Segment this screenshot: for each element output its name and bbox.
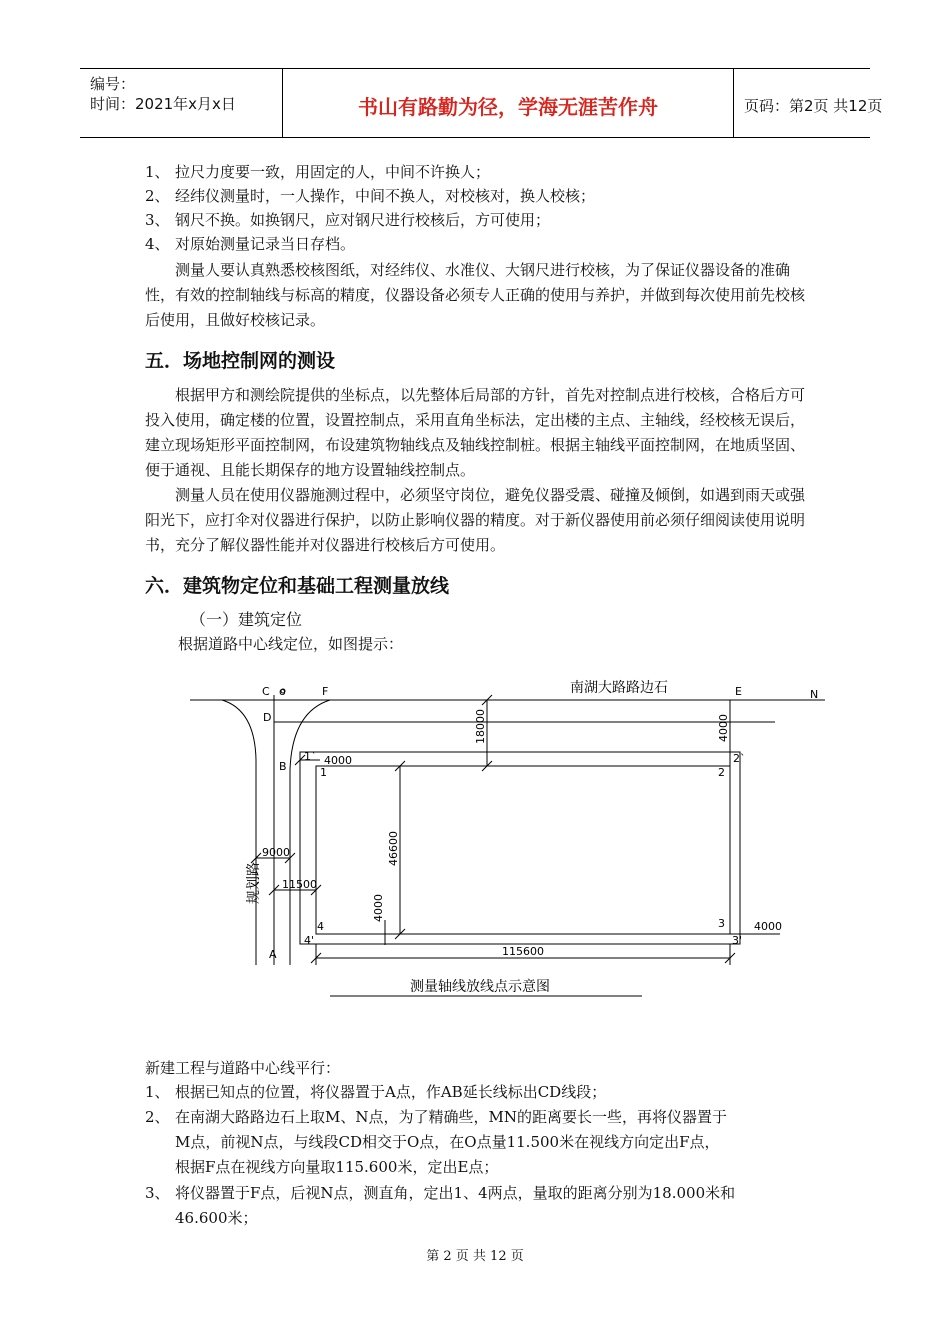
dim-4000-top: 4000 — [324, 754, 352, 767]
point-label-3p: 3' — [732, 934, 743, 947]
page-footer: 第 2 页 共 12 页 — [426, 1249, 524, 1264]
point-label-2: 2 — [718, 766, 725, 779]
dim-9000: 9000 — [262, 846, 290, 859]
point-label-o: o — [279, 685, 286, 698]
point-label-2p: 2` — [733, 752, 746, 765]
dim-18000: 18000 — [474, 709, 487, 744]
list-text: 拉尺力度要一致，用固定的人，中间不许换人； — [175, 163, 491, 181]
section-heading: 六．建筑物定位和基础工程测量放线 — [145, 575, 450, 597]
point-label-c: C — [262, 685, 270, 698]
document-date-label: 时间：2021年x月x日 — [90, 95, 236, 113]
point-label-e: E — [735, 685, 742, 698]
list-text: 经纬仪测量时，一人操作，中间不换人，对校核对，换人校核； — [175, 187, 596, 205]
point-label-n: N — [810, 688, 819, 701]
header-page-info: 页码：第2页 共12页 — [744, 97, 883, 115]
point-label-4: 4 — [317, 920, 324, 933]
list-text: 根据已知点的位置，将仪器置于A点，作AB延长线标出CD线段； — [175, 1083, 607, 1101]
list-item — [145, 1080, 606, 1104]
paragraph: 测量人要认真熟悉校核图纸，对经纬仪、水准仪、大钢尺进行校核，为了保证仪器设备的准确性，有效的控制轴线与标高的精度，仪器设备必须专人正确的使用与养护，并做到每次使用前先校核后使用，且做好校核记录。 — [145, 261, 806, 329]
point-label-3: 3 — [718, 917, 725, 930]
list-number: 1、 — [145, 163, 170, 181]
dim-4000-topright: 4000 — [717, 714, 730, 742]
diagram-intro: 根据道路中心线定位，如图提示： — [178, 635, 404, 653]
dim-4000-right: 4000 — [754, 920, 782, 933]
list-number: 2、 — [145, 187, 170, 205]
paragraph: 根据甲方和测绘院提供的坐标点，以先整体后局部的方针，首先对控制点进行校核，合格后方可投入使用，确定楼的位置，设置控制点，采用直角坐标法，定出楼的主点、主轴线，经校核无误后，建立现场矩形平面控制网，布设建筑物轴线点及轴线控制桩。根据主轴线平面控制网，在地质坚固、便于通视、且能长期保存的地方设置轴线控制点。 — [145, 386, 806, 479]
list-item — [145, 1105, 727, 1129]
dim-115600: 115600 — [502, 945, 544, 958]
side-road-label: 规划路 — [246, 862, 262, 904]
list-number: 2、 — [145, 1108, 170, 1126]
document-number-label: 编号： — [90, 75, 136, 93]
point-label-a: A — [269, 948, 277, 961]
point-label-d: D — [263, 711, 272, 724]
subsection-heading: （一）建筑定位 — [190, 610, 303, 629]
point-label-1: 1 — [320, 766, 327, 779]
point-label-1p: 1` — [304, 750, 317, 763]
list-text-continued: M点，前视N点，与线段CD相交于O点，在O点量11.500米在视线方向定出F点， — [175, 1133, 720, 1151]
dim-11500: 11500 — [282, 878, 317, 891]
list-text: 钢尺不换。如换钢尺，应对钢尺进行校核后，方可使用； — [175, 211, 551, 229]
list-text: 将仪器置于F点，后视N点，测直角，定出1、4两点，量取的距离分别为18.000米和 — [175, 1184, 736, 1202]
list-number: 3、 — [145, 211, 170, 229]
paragraph: 测量人员在使用仪器施测过程中，必须坚守岗位，避免仪器受震、碰撞及倾倒，如遇到雨天或强阳光下，应打伞对仪器进行保护，以防止影响仪器的精度。对于新仪器使用前必须仔细阅读使用说明书，充分了解仪器性能并对仪器进行校核后方可使用。 — [145, 486, 806, 554]
list-number: 1、 — [145, 1083, 170, 1101]
list-number: 3、 — [145, 1184, 170, 1202]
road-label: 南湖大路路边石 — [570, 680, 668, 696]
list-text-continued: 根据F点在视线方向量取115.600米，定出E点； — [175, 1158, 499, 1176]
dim-4000-left: 4000 — [372, 894, 385, 922]
list-item — [145, 1181, 735, 1205]
list-text: 对原始测量记录当日存档。 — [175, 235, 356, 253]
list-number: 4、 — [145, 235, 170, 253]
diagram-caption: 测量轴线放线点示意图 — [410, 979, 550, 995]
header-motto: 书山有路勤为径，学海无涯苦作舟 — [358, 95, 658, 119]
paragraph: 新建工程与道路中心线平行： — [145, 1059, 341, 1077]
point-label-f: F — [322, 685, 329, 698]
section-heading: 五．场地控制网的测设 — [145, 350, 336, 372]
list-text-continued: 46.600米； — [175, 1209, 258, 1227]
point-label-b: B — [279, 760, 287, 773]
list-text: 在南湖大路路边石上取M、N点，为了精确些，MN的距离要长一些，再将仪器置于 — [175, 1108, 727, 1126]
point-label-4p: 4' — [304, 934, 315, 947]
dim-46600: 46600 — [387, 831, 400, 866]
